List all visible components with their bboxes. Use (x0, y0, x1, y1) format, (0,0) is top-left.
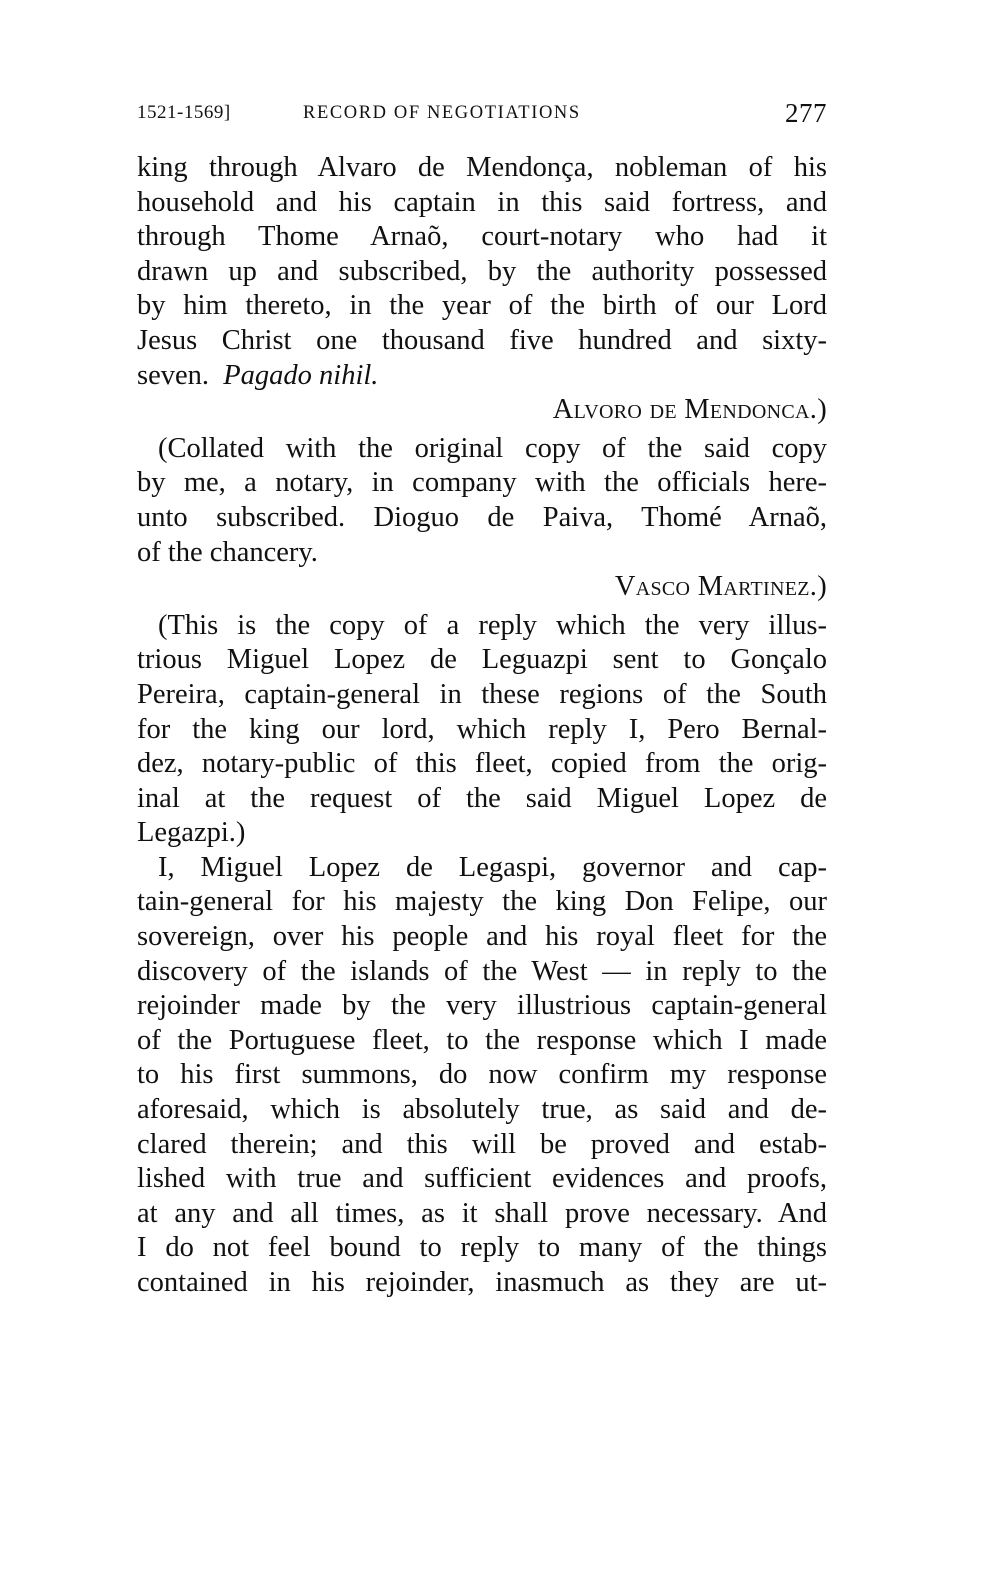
text-line: Jesus Christ one thousand five hundred and sixty- (137, 324, 827, 356)
book-page (137, 96, 827, 1301)
text-line: aforesaid, which is absolutely true, as said and de- (137, 1094, 827, 1126)
body-text (137, 151, 827, 1301)
paragraph-continuation (137, 151, 827, 393)
italic-phrase: Pagado nihil. (223, 359, 379, 391)
text-line: sovereign, over his people and his royal fleet for the (137, 921, 827, 953)
date-range: 1521-1569] (137, 102, 231, 123)
text-line: of the Portuguese fleet, to the response which I made (137, 1024, 827, 1056)
text-line: discovery of the islands of the West — in reply to the (137, 955, 827, 987)
text-line: rejoinder made by the very illustrious captain-general (137, 990, 827, 1022)
chapter-title: RECORD OF NEGOTIATIONS (303, 103, 581, 123)
text-line: through Thome Arnaõ, court-notary who had it (137, 221, 827, 253)
text-line: inal at the request of the said Miguel Lopez de (137, 782, 827, 814)
text-line: household and his captain in this said fortress, and (137, 186, 827, 218)
signature-vasco-martinez: Vasco Martinez.) (614, 571, 827, 603)
text-line: lished with true and sufficient evidences and proofs, (137, 1163, 827, 1195)
text-line: tain-general for his majesty the king Don Felipe, our (137, 886, 827, 918)
running-head (137, 96, 827, 130)
text-line: Pereira, captain-general in these regions of the South (137, 678, 827, 710)
page-number: 277 (785, 98, 827, 128)
text-line: I do not feel bound to reply to many of the things (137, 1232, 827, 1264)
text-line: (Collated with the original copy of the said copy (158, 432, 827, 464)
text-line: dez, notary-public of this fleet, copied from the orig- (137, 748, 827, 780)
text-line (137, 359, 827, 394)
text-line: of the chancery. (137, 536, 318, 568)
text-line: by him thereto, in the year of the birth of our Lord (137, 290, 827, 322)
text-line: drawn up and subscribed, by the authority possessed (137, 255, 827, 287)
text-line: I, Miguel Lopez de Legaspi, governor and cap- (158, 851, 827, 883)
paragraph-collation (137, 432, 827, 570)
text-line: for the king our lord, which reply I, Pero Bernal- (137, 713, 827, 745)
text-line: Legazpi.) (137, 817, 246, 849)
text-line: by me, a notary, in company with the officials here- (137, 467, 827, 499)
text-line: clared therein; and this will be proved and estab- (137, 1128, 827, 1160)
text-line: king through Alvaro de Mendonça, nobleman of his (137, 152, 827, 183)
signature-alvoro-de-mendonca: Alvoro de Mendonca.) (552, 394, 827, 426)
paragraph-copy-note (137, 609, 827, 851)
text-line: trious Miguel Lopez de Leguazpi sent to Gonçalo (137, 644, 827, 676)
text-line: to his first summons, do now confirm my response (137, 1059, 827, 1091)
text-line: (This is the copy of a reply which the very illus- (158, 609, 827, 641)
paragraph-legaspi-reply (137, 851, 827, 1301)
text-line: at any and all times, as it shall prove necessary. And (137, 1197, 827, 1229)
text-line: contained in his rejoinder, inasmuch as they are ut- (137, 1267, 827, 1298)
text-line: unto subscribed. Dioguo de Paiva, Thomé Arnaõ, (137, 501, 827, 533)
text-fragment: seven. (137, 359, 210, 391)
